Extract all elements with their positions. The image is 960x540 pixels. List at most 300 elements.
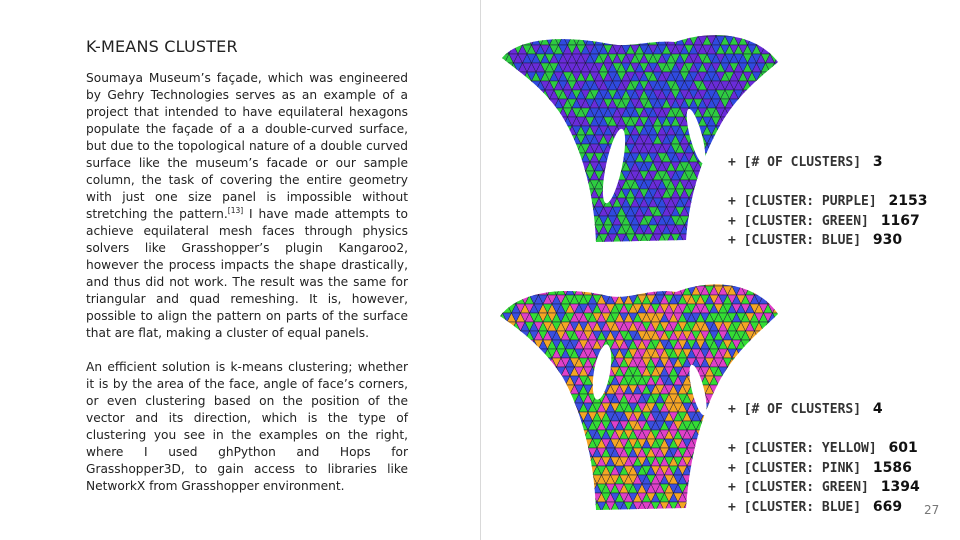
mesh-face [579, 502, 588, 511]
mesh-face [566, 475, 575, 484]
mesh-face [640, 36, 649, 45]
mesh-face [559, 135, 568, 144]
mesh-face [512, 268, 521, 277]
mesh-face [516, 358, 525, 367]
mesh-face [543, 385, 552, 394]
mesh-face [521, 511, 530, 516]
mesh-face [507, 268, 516, 277]
mesh-face [759, 376, 768, 385]
mesh-face [559, 153, 568, 162]
mesh-face [541, 162, 550, 171]
mesh-face [698, 18, 707, 27]
mesh-face [552, 484, 561, 493]
mesh-face [647, 286, 656, 295]
mesh-face [737, 277, 746, 286]
mesh-face [545, 18, 554, 27]
mesh-face [525, 286, 534, 295]
mesh-face [523, 180, 532, 189]
mesh-face [606, 511, 615, 516]
mesh-face [509, 225, 518, 234]
mesh-face [523, 198, 532, 207]
mesh-face [498, 502, 503, 511]
mesh-face [532, 180, 541, 189]
mesh-face [719, 403, 728, 412]
mesh-face [507, 475, 516, 484]
mesh-face [527, 18, 536, 27]
mesh-face [505, 18, 514, 27]
mesh-face [543, 493, 552, 502]
mesh-face [779, 99, 780, 108]
mesh-face [777, 376, 780, 385]
mesh-face [581, 198, 590, 207]
mesh-face [734, 18, 743, 27]
mesh-face [527, 117, 536, 126]
mesh-face [561, 502, 570, 511]
mesh-face [611, 286, 620, 295]
mesh-face [588, 502, 597, 511]
mesh-face [705, 448, 714, 457]
mesh-face [500, 36, 509, 45]
mesh-face [498, 466, 507, 475]
mesh-face [777, 358, 780, 367]
mesh-face [631, 243, 640, 246]
mesh-face [752, 135, 761, 144]
mesh-face [498, 286, 507, 295]
mesh-face [559, 18, 568, 27]
stats-example-2 [728, 400, 920, 517]
mesh-face [550, 144, 559, 153]
mesh-face [536, 225, 545, 234]
mesh-face [503, 349, 512, 358]
mesh-face [539, 484, 548, 493]
mesh-face [694, 18, 703, 27]
mesh-face [523, 135, 532, 144]
mesh-face [518, 171, 527, 180]
mesh-face [521, 475, 530, 484]
mesh-face [509, 27, 518, 36]
mesh-face [770, 81, 779, 90]
mesh-face [550, 216, 559, 225]
mesh-face [764, 268, 773, 277]
mesh-face [498, 331, 507, 340]
mesh-face [777, 295, 780, 304]
mesh-face [696, 439, 705, 448]
mesh-face [748, 27, 757, 36]
mesh-face [498, 493, 503, 502]
mesh-face [721, 126, 730, 135]
mesh-face [586, 18, 595, 27]
mesh-face [579, 493, 588, 502]
mesh-face [712, 144, 721, 153]
mesh-face [696, 493, 705, 502]
mesh-face [712, 189, 721, 198]
mesh-face [543, 466, 552, 475]
mesh-face [498, 385, 507, 394]
mesh-face [741, 385, 750, 394]
mesh-face [500, 18, 509, 27]
mesh-face [498, 367, 507, 376]
mesh-face [563, 153, 572, 162]
mesh-face [503, 331, 512, 340]
mesh-face [768, 286, 777, 295]
mesh-face [512, 376, 521, 385]
mesh-face [498, 448, 503, 457]
mesh-face [554, 135, 563, 144]
mesh-face [732, 358, 741, 367]
mesh-face [509, 162, 518, 171]
cluster-label: + [CLUSTER: BLUE] [728, 499, 862, 515]
mesh-face [566, 403, 575, 412]
mesh-face [512, 502, 521, 511]
mesh-face [626, 18, 635, 27]
mesh-face [559, 216, 568, 225]
mesh-face [505, 243, 514, 246]
mesh-face [710, 448, 719, 457]
mesh-face [676, 243, 685, 246]
mesh-face [532, 171, 541, 180]
mesh-face [575, 493, 584, 502]
mesh-face [525, 367, 534, 376]
mesh-face [498, 340, 503, 349]
mesh-face [554, 27, 563, 36]
mesh-face [766, 126, 775, 135]
mesh-face [557, 448, 566, 457]
mesh-face [651, 511, 660, 516]
cluster-count-label: + [# OF CLUSTERS] [728, 402, 862, 417]
mesh-face [748, 90, 757, 99]
mesh-face [761, 18, 770, 27]
mesh-face [512, 394, 521, 403]
mesh-face [536, 153, 545, 162]
mesh-face [532, 117, 541, 126]
mesh-face [705, 421, 714, 430]
mesh-face [552, 277, 561, 286]
mesh-face [714, 403, 723, 412]
mesh-face [721, 27, 730, 36]
mesh-face [521, 484, 530, 493]
mesh-face [572, 243, 581, 246]
mesh-face [532, 234, 541, 243]
cluster-value: 930 [872, 232, 903, 248]
mesh-face [696, 466, 705, 475]
mesh-face [606, 268, 615, 277]
mesh-face [581, 234, 590, 243]
mesh-face [521, 403, 530, 412]
mesh-face [750, 277, 759, 286]
mesh-face [552, 439, 561, 448]
mesh-face [548, 502, 557, 511]
mesh-face [608, 18, 617, 27]
mesh-face [516, 493, 525, 502]
mesh-face [505, 81, 514, 90]
mesh-face [710, 466, 719, 475]
mesh-face [703, 216, 712, 225]
mesh-face [509, 171, 518, 180]
mesh-face [766, 135, 775, 144]
mesh-face [505, 108, 514, 117]
mesh-face [557, 286, 566, 295]
mesh-face [525, 466, 534, 475]
mesh-face [514, 216, 523, 225]
mesh-face [550, 27, 559, 36]
mesh-face [548, 493, 557, 502]
mesh-face [710, 457, 719, 466]
mesh-face [649, 18, 658, 27]
mesh-face [779, 54, 780, 63]
mesh-face [559, 225, 568, 234]
mesh-face [548, 394, 557, 403]
cluster-value: 1167 [880, 212, 920, 229]
mesh-face [507, 439, 516, 448]
mesh-face [521, 277, 530, 286]
mesh-face [705, 502, 714, 511]
mesh-face [748, 126, 757, 135]
mesh-face [505, 162, 514, 171]
mesh-face [532, 108, 541, 117]
mesh-face [561, 466, 570, 475]
mesh-face [554, 18, 563, 27]
mesh-face [534, 439, 543, 448]
mesh-face [773, 349, 781, 358]
mesh-face [779, 135, 780, 144]
mesh-face [530, 367, 539, 376]
mesh-face [521, 367, 530, 376]
mesh-face [633, 268, 642, 277]
mesh-face [599, 243, 608, 246]
mesh-face [514, 207, 523, 216]
mesh-face [597, 277, 606, 286]
mesh-face [561, 394, 570, 403]
mesh-face [770, 72, 779, 81]
mesh-face [665, 286, 674, 295]
mesh-face [503, 448, 512, 457]
mesh-face [532, 18, 541, 27]
mesh-face [516, 403, 525, 412]
mesh-face [640, 27, 649, 36]
mesh-face [527, 162, 536, 171]
mesh-face [674, 268, 683, 277]
mesh-face [617, 243, 626, 246]
mesh-face [687, 277, 696, 286]
mesh-face [705, 457, 714, 466]
mesh-face [759, 277, 768, 286]
mesh-face [570, 484, 579, 493]
mesh-face [539, 277, 548, 286]
mesh-face [545, 153, 554, 162]
mesh-face [566, 466, 575, 475]
mesh-face [577, 216, 586, 225]
mesh-face [649, 243, 658, 246]
mesh-face [716, 180, 725, 189]
mesh-face [761, 117, 770, 126]
mesh-face [541, 243, 550, 246]
mesh-face [678, 277, 687, 286]
mesh-face [678, 511, 687, 516]
mesh-face [775, 90, 781, 99]
mesh-face [701, 475, 710, 484]
mesh-face [741, 277, 750, 286]
mesh-face [536, 108, 545, 117]
mesh-face [595, 18, 604, 27]
mesh-face [750, 385, 759, 394]
mesh-face [500, 198, 509, 207]
mesh-face [705, 430, 714, 439]
mesh-face [500, 36, 505, 45]
mesh-face [545, 162, 554, 171]
mesh-face [525, 412, 534, 421]
mesh-face [536, 180, 545, 189]
mesh-face [554, 207, 563, 216]
mesh-face [764, 385, 773, 394]
mesh-face [739, 18, 748, 27]
mesh-face [503, 430, 512, 439]
mesh-face [611, 268, 620, 277]
mesh-face [498, 295, 507, 304]
mesh-face [530, 448, 539, 457]
mesh-face [536, 216, 545, 225]
mesh-face [660, 277, 669, 286]
mesh-face [705, 268, 714, 277]
mesh-face [527, 135, 536, 144]
mesh-face [680, 243, 689, 246]
mesh-face [559, 162, 568, 171]
mesh-face [604, 243, 613, 246]
mesh-face [572, 234, 581, 243]
mesh-face [568, 27, 577, 36]
mesh-face [509, 18, 518, 27]
mesh-face [543, 277, 552, 286]
mesh-face [536, 90, 545, 99]
mesh-face [620, 511, 629, 516]
mesh-face [550, 189, 559, 198]
mesh-face [530, 502, 539, 511]
mesh-face [500, 126, 509, 135]
mesh-face [667, 36, 676, 45]
mesh-face [730, 117, 739, 126]
mesh-face [748, 108, 757, 117]
mesh-face [613, 27, 622, 36]
mesh-face [757, 99, 766, 108]
mesh-face [716, 189, 725, 198]
mesh-face [525, 448, 534, 457]
mesh-face [503, 367, 512, 376]
mesh-face [743, 126, 752, 135]
mesh-face [561, 430, 570, 439]
mesh-face [498, 340, 507, 349]
mesh-face [498, 403, 503, 412]
mesh-face [543, 511, 552, 516]
mesh-face [566, 412, 575, 421]
mesh-face [507, 403, 516, 412]
mesh-face [707, 180, 716, 189]
mesh-face [509, 234, 518, 243]
mesh-face [525, 394, 534, 403]
mesh-face [581, 225, 590, 234]
mesh-face [507, 412, 516, 421]
mesh-face [518, 216, 527, 225]
mesh-face [777, 277, 780, 286]
mesh-face [530, 376, 539, 385]
mesh-face [498, 385, 503, 394]
mesh-face [629, 511, 638, 516]
mesh-face [671, 243, 680, 246]
mesh-face [548, 268, 557, 277]
mesh-face [534, 430, 543, 439]
mesh-face [550, 171, 559, 180]
mesh-face [633, 286, 642, 295]
mesh-face [539, 358, 548, 367]
mesh-face [545, 243, 554, 246]
mesh-face [498, 268, 503, 277]
mesh-face [689, 216, 698, 225]
mesh-face [507, 331, 516, 340]
mesh-face [698, 243, 707, 246]
mesh-face [779, 126, 780, 135]
mesh-face [775, 45, 781, 54]
mesh-face [730, 126, 739, 135]
mesh-face [512, 421, 521, 430]
mesh-face [701, 439, 710, 448]
mesh-face [746, 268, 755, 277]
mesh-face [775, 18, 781, 27]
mesh-face [554, 225, 563, 234]
mesh-face [597, 511, 606, 516]
mesh-face [514, 117, 523, 126]
mesh-face [773, 277, 781, 286]
mesh-face [554, 117, 563, 126]
mesh-face [669, 268, 678, 277]
paragraph-1-text: Soumaya Museum’s façade, which was engineered by Gehry Technologies serves as an example of a project that intended to have equilateral hexagons populate the façade of a a double-curved surface, but due to the topological nature of a double curved surface like the museum’s facade or our sample column, the task of covering the entire geometry with just one size panel is impossible without stretching the pattern. [86, 71, 408, 221]
mesh-face [521, 286, 530, 295]
mesh-face [530, 457, 539, 466]
mesh-face [757, 27, 766, 36]
mesh-face [518, 36, 527, 45]
mesh-face [755, 340, 764, 349]
mesh-face [523, 117, 532, 126]
mesh-face [590, 18, 599, 27]
mesh-face [606, 277, 615, 286]
mesh-face [550, 180, 559, 189]
mesh-face [701, 466, 710, 475]
mesh-face [523, 144, 532, 153]
mesh-face [527, 216, 536, 225]
mesh-face [777, 367, 780, 376]
mesh-face [509, 99, 518, 108]
cluster-label: + [CLUSTER: GREEN] [728, 480, 869, 495]
mesh-face [557, 421, 566, 430]
mesh-face [536, 27, 545, 36]
mesh-face [521, 430, 530, 439]
mesh-face [541, 144, 550, 153]
mesh-face [498, 331, 503, 340]
mesh-face [516, 421, 525, 430]
mesh-face [500, 117, 505, 126]
mesh-face [518, 234, 527, 243]
mesh-face [710, 412, 719, 421]
mesh-face [764, 376, 773, 385]
mesh-face [687, 493, 696, 502]
mesh-face [503, 511, 512, 516]
mesh-face [577, 171, 586, 180]
mesh-face [539, 394, 548, 403]
mesh-face [662, 18, 671, 27]
mesh-face [532, 144, 541, 153]
mesh-face [514, 27, 523, 36]
mesh-face [710, 511, 719, 516]
cluster-label: + [CLUSTER: YELLOW] [728, 441, 877, 456]
mesh-face [509, 90, 518, 99]
mesh-face [512, 439, 521, 448]
